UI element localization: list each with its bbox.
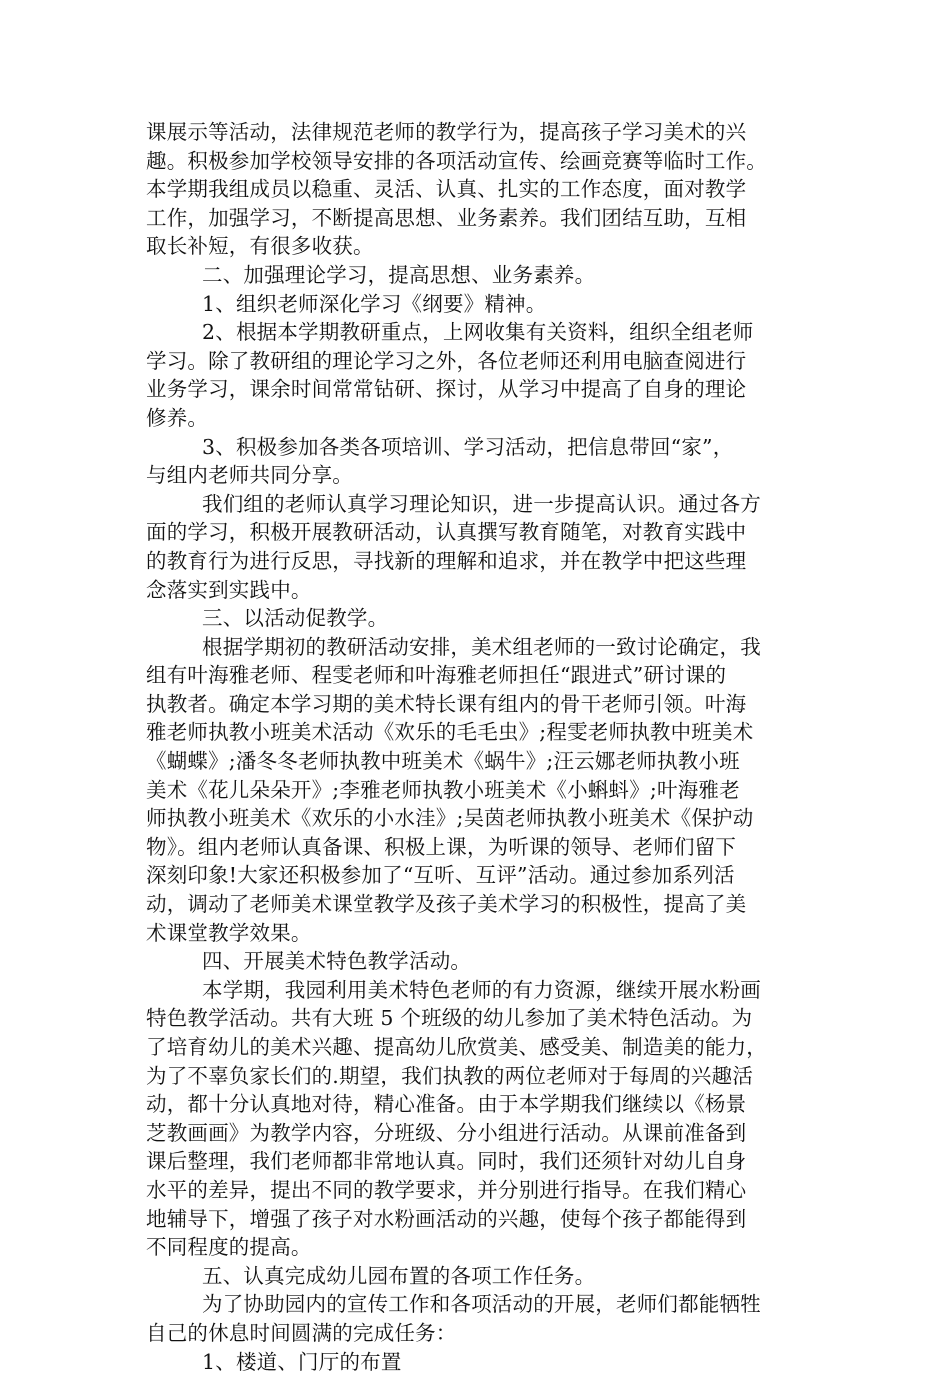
text-line: 组有叶海雅老师、程雯老师和叶海雅老师担任“跟进式”研讨课的 <box>146 663 727 688</box>
text-line: 念落实到实践中。 <box>146 577 312 602</box>
text-line: 四、开展美术特色教学活动。 <box>202 949 472 974</box>
text-line: 物》。组内老师认真备课、积极上课，为听课的领导、老师们留下 <box>146 834 737 859</box>
text-line: 本学期我组成员以稳重、灵活、认真、扎实的工作态度，面对教学 <box>146 177 747 202</box>
text-line: 《蝴蝶》;潘冬冬老师执教中班美术《蜗牛》;汪云娜老师执教小班 <box>146 749 740 774</box>
text-line: 3、积极参加各类各项培训、学习活动，把信息带回“家”， <box>202 434 734 459</box>
text-line: 修养。 <box>146 405 209 430</box>
text-line: 我们组的老师认真学习理论知识，进一步提高认识。通过各方 <box>202 491 761 516</box>
text-line: 特色教学活动。共有大班 5 个班级的幼儿参加了美术特色活动。为 <box>146 1006 753 1031</box>
text-line: 自己的休息时间圆满的完成任务： <box>146 1320 457 1345</box>
text-line: 三、以活动促教学。 <box>202 606 389 631</box>
text-line: 为了协助园内的宣传工作和各项活动的开展，老师们都能牺牲 <box>202 1292 761 1317</box>
text-line: 工作，加强学习，不断提高思想、业务素养。我们团结互助，互相 <box>146 205 747 230</box>
text-line: 师执教小班美术《欢乐的小水洼》;吴茵老师执教小班美术《保护动 <box>146 806 754 831</box>
text-line: 趣。积极参加学校领导安排的各项活动宣传、绘画竞赛等临时工作。 <box>146 148 767 173</box>
text-line: 为了不辜负家长们的.期望，我们执教的两位老师对于每周的兴趣活 <box>146 1063 754 1088</box>
text-line: 雅老师执教小班美术活动《欢乐的毛毛虫》;程雯老师执教中班美术 <box>146 720 754 745</box>
text-line: 地辅导下，增强了孩子对水粉画活动的兴趣，使每个孩子都能得到 <box>146 1206 747 1231</box>
text-line: 芝教画画》为教学内容，分班级、分小组进行活动。从课前准备到 <box>146 1120 747 1145</box>
text-line: 业务学习，课余时间常常钻研、探讨，从学习中提高了自身的理论 <box>146 377 747 402</box>
text-line: 1、组织老师深化学习《纲要》精神。 <box>202 291 547 316</box>
text-line: 的教育行为进行反思，寻找新的理解和追求，并在教学中把这些理 <box>146 548 747 573</box>
text-line: 与组内老师共同分享。 <box>146 463 353 488</box>
text-line: 水平的差异，提出不同的教学要求，并分别进行指导。在我们精心 <box>146 1177 747 1202</box>
text-line: 课后整理，我们老师都非常地认真。同时，我们还须针对幼儿自身 <box>146 1149 747 1174</box>
text-line: 执教者。确定本学习期的美术特长课有组内的骨干老师引领。叶海 <box>146 691 747 716</box>
text-line: 不同程度的提高。 <box>146 1235 312 1260</box>
text-line: 术课堂教学效果。 <box>146 920 312 945</box>
text-line: 动，都十分认真地对待，精心准备。由于本学期我们继续以《杨景 <box>146 1092 747 1117</box>
text-line: 课展示等活动，法律规范老师的教学行为，提高孩子学习美术的兴 <box>146 120 747 144</box>
text-line: 根据学期初的教研活动安排，美术组老师的一致讨论确定，我 <box>202 634 761 659</box>
document-body <box>146 118 806 1376</box>
text-line: 了培育幼儿的美术兴趣、提高幼儿欣赏美、感受美、制造美的能力， <box>146 1035 767 1059</box>
text-line: 面的学习，积极开展教研活动，认真撰写教育随笔，对教育实践中 <box>146 520 747 545</box>
text-line: 深刻印象!大家还积极参加了“互听、互评”活动。通过参加系列活 <box>146 863 735 888</box>
text-line: 二、加强理论学习，提高思想、业务素养。 <box>202 262 596 287</box>
text-line: 取长补短，有很多收获。 <box>146 234 374 259</box>
text-line: 1、楼道、门厅的布置 <box>202 1349 402 1374</box>
text-line: 2、根据本学期教研重点，上网收集有关资料，组织全组老师 <box>202 320 754 345</box>
text-line: 学习。除了教研组的理论学习之外，各位老师还利用电脑查阅进行 <box>146 348 747 373</box>
text-line: 本学期，我园利用美术特色老师的有力资源，继续开展水粉画 <box>202 977 761 1002</box>
text-line: 动，调动了老师美术课堂教学及孩子美术学习的积极性，提高了美 <box>146 892 747 917</box>
text-line: 美术《花儿朵朵开》;李雅老师执教小班美术《小蝌蚪》;叶海雅老 <box>146 777 740 802</box>
text-line: 五、认真完成幼儿园布置的各项工作任务。 <box>202 1263 596 1288</box>
